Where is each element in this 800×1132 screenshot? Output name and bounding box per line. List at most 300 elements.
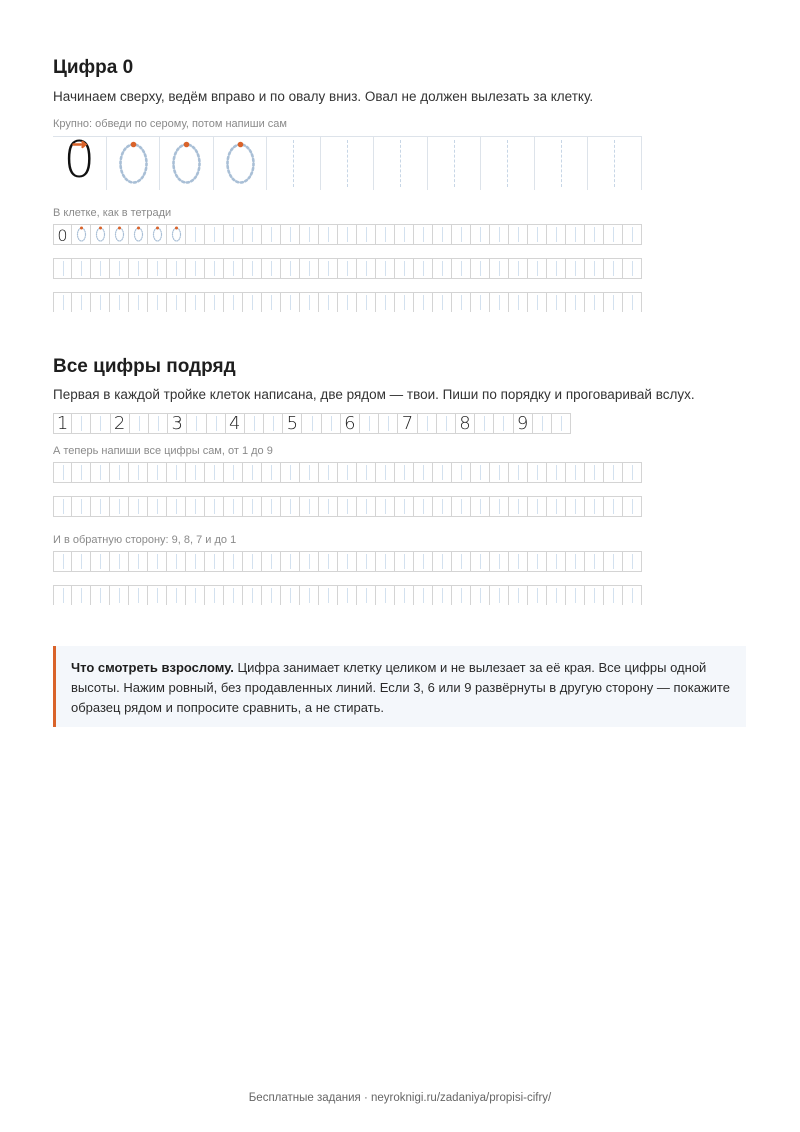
grid-cell[interactable] <box>300 586 319 605</box>
grid-cell[interactable] <box>243 225 262 244</box>
grid-cell[interactable] <box>167 225 186 244</box>
cell-guide <box>347 499 348 514</box>
grid-cell[interactable] <box>395 497 414 516</box>
grid-cell[interactable] <box>452 497 471 516</box>
grid-cell[interactable] <box>623 497 642 516</box>
grid-cell[interactable] <box>490 293 509 312</box>
grid-cell[interactable] <box>110 225 129 244</box>
grid-cell[interactable] <box>110 293 129 312</box>
grid-cell[interactable] <box>91 586 110 605</box>
grid-cell[interactable] <box>414 586 433 605</box>
grid-cell[interactable] <box>357 552 376 571</box>
grid-cell[interactable] <box>72 259 91 278</box>
cell-guide <box>328 227 329 242</box>
cell-guide <box>290 554 291 569</box>
grid-cell[interactable] <box>414 293 433 312</box>
grid-cell[interactable] <box>205 497 224 516</box>
grid-cell[interactable] <box>338 259 357 278</box>
cell-guide <box>328 499 329 514</box>
digit-practice-cell[interactable] <box>302 414 321 433</box>
grid-cell[interactable] <box>167 293 186 312</box>
digit-practice-cell[interactable] <box>494 414 513 433</box>
grid-cell[interactable] <box>186 463 205 482</box>
cell-guide <box>214 261 215 276</box>
sample-digit: 3 <box>171 413 183 434</box>
grid-cell[interactable] <box>604 463 623 482</box>
grid-cell[interactable] <box>376 293 395 312</box>
grid-cell[interactable] <box>471 293 490 312</box>
grid-cell[interactable] <box>53 552 72 571</box>
grid-cell[interactable] <box>585 497 604 516</box>
grid-cell[interactable] <box>186 259 205 278</box>
cell-guide <box>518 588 519 603</box>
grid-cell[interactable] <box>91 293 110 312</box>
cell-guide <box>233 465 234 480</box>
grid-cell[interactable] <box>566 552 585 571</box>
cell-guide <box>404 465 405 480</box>
grid-cell[interactable] <box>72 497 91 516</box>
cell-guide <box>290 295 291 310</box>
grid-cell[interactable] <box>91 259 110 278</box>
grid-cell[interactable] <box>338 497 357 516</box>
grid-cell[interactable] <box>129 586 148 605</box>
grid-cell[interactable] <box>623 586 642 605</box>
grid-cell[interactable] <box>395 259 414 278</box>
grid-cell[interactable] <box>471 463 490 482</box>
cell-guide <box>366 554 367 569</box>
large-cell[interactable] <box>374 137 428 190</box>
grid-cell[interactable] <box>129 463 148 482</box>
grid-cell[interactable] <box>509 463 528 482</box>
grid-cell[interactable] <box>585 225 604 244</box>
grid-cell[interactable] <box>129 497 148 516</box>
digit-practice-cell[interactable] <box>437 414 456 433</box>
grid-cell[interactable] <box>452 225 471 244</box>
grid-cell[interactable] <box>471 497 490 516</box>
grid-cell[interactable] <box>262 586 281 605</box>
grid-cell[interactable] <box>490 225 509 244</box>
cell-guide <box>81 499 82 514</box>
grid-cell[interactable] <box>604 497 623 516</box>
grid-cell[interactable] <box>243 293 262 312</box>
grid-cell[interactable] <box>338 463 357 482</box>
cell-guide <box>252 499 253 514</box>
grid-cell[interactable] <box>433 586 452 605</box>
large-cell[interactable] <box>53 131 107 190</box>
grid-cell[interactable] <box>110 259 129 278</box>
grid-cell[interactable] <box>186 552 205 571</box>
grid-cell[interactable] <box>148 586 167 605</box>
cell-guide <box>542 416 543 431</box>
grid-cell[interactable] <box>452 463 471 482</box>
grid-cell[interactable] <box>357 259 376 278</box>
grid-cell[interactable] <box>319 586 338 605</box>
grid-cell[interactable] <box>319 463 338 482</box>
cell-guide <box>385 499 386 514</box>
grid-cell[interactable] <box>186 293 205 312</box>
digit-practice-cell[interactable] <box>149 414 168 433</box>
section-title-zero: Цифра 0 <box>53 57 134 78</box>
grid-cell[interactable] <box>72 225 91 244</box>
large-cell[interactable] <box>160 137 214 190</box>
grid-cell[interactable] <box>243 463 262 482</box>
grid-cell[interactable] <box>148 552 167 571</box>
grid-cell[interactable] <box>528 225 547 244</box>
cell-guide <box>216 416 217 431</box>
cell-guide <box>100 416 101 431</box>
grid-cell[interactable] <box>319 259 338 278</box>
grid-cell[interactable] <box>91 552 110 571</box>
grid-cell[interactable] <box>604 586 623 605</box>
digit-practice-cell[interactable] <box>130 414 149 433</box>
grid-cell[interactable] <box>376 586 395 605</box>
cell-guide <box>594 227 595 242</box>
grid-cell[interactable] <box>224 463 243 482</box>
grid-cell[interactable] <box>186 497 205 516</box>
grid-cell[interactable] <box>243 497 262 516</box>
grid-cell[interactable] <box>566 225 585 244</box>
grid-cell[interactable] <box>224 293 243 312</box>
cell-guide <box>195 295 196 310</box>
grid-cell[interactable] <box>262 293 281 312</box>
digit-practice-cell[interactable] <box>91 414 110 433</box>
grid-cell[interactable] <box>433 463 452 482</box>
grid-cell[interactable] <box>300 225 319 244</box>
grid-cell[interactable] <box>186 586 205 605</box>
grid-cell[interactable] <box>167 586 186 605</box>
grid-cell[interactable] <box>224 497 243 516</box>
grid-cell[interactable] <box>376 259 395 278</box>
grid-cell[interactable] <box>490 497 509 516</box>
cell-guide <box>423 261 424 276</box>
grid-cell[interactable] <box>110 463 129 482</box>
grid-cell[interactable] <box>585 463 604 482</box>
digit-practice-cell[interactable] <box>475 414 494 433</box>
grid-cell[interactable] <box>300 552 319 571</box>
grid-cell[interactable] <box>547 259 566 278</box>
grid-cell[interactable] <box>281 497 300 516</box>
cell-row-backward <box>53 551 642 572</box>
grid-cell[interactable] <box>547 463 566 482</box>
grid-cell[interactable] <box>262 463 281 482</box>
grid-cell[interactable] <box>205 552 224 571</box>
grid-cell[interactable] <box>547 552 566 571</box>
grid-cell[interactable] <box>585 259 604 278</box>
grid-cell[interactable] <box>528 586 547 605</box>
grid-cell[interactable] <box>243 552 262 571</box>
small-sample-digit: 0 <box>57 226 68 245</box>
digit-practice-cell[interactable] <box>72 414 91 433</box>
grid-cell[interactable] <box>414 552 433 571</box>
grid-cell[interactable] <box>91 225 110 244</box>
grid-cell[interactable] <box>300 463 319 482</box>
large-cell[interactable] <box>535 137 589 190</box>
grid-cell[interactable] <box>604 259 623 278</box>
grid-cell[interactable] <box>148 463 167 482</box>
digit-practice-cell[interactable] <box>264 414 283 433</box>
grid-cell[interactable] <box>224 225 243 244</box>
grid-cell[interactable] <box>167 259 186 278</box>
cell-guide <box>518 499 519 514</box>
cell-guide <box>556 295 557 310</box>
grid-cell[interactable] <box>604 225 623 244</box>
cell-guide <box>81 554 82 569</box>
grid-cell[interactable] <box>72 586 91 605</box>
grid-cell[interactable] <box>471 225 490 244</box>
grid-cell[interactable] <box>91 497 110 516</box>
grid-cell[interactable] <box>186 225 205 244</box>
grid-cell[interactable] <box>528 552 547 571</box>
grid-cell[interactable] <box>547 497 566 516</box>
cell-guide <box>454 140 455 187</box>
grid-cell[interactable] <box>376 497 395 516</box>
large-cell[interactable] <box>321 137 375 190</box>
grid-cell[interactable] <box>243 259 262 278</box>
grid-cell[interactable] <box>471 586 490 605</box>
grid-cell[interactable] <box>205 586 224 605</box>
cell-guide <box>158 416 159 431</box>
cell-guide <box>176 465 177 480</box>
grid-cell[interactable] <box>528 259 547 278</box>
cell-row-forward <box>53 496 642 517</box>
grid-cell[interactable] <box>433 552 452 571</box>
grid-cell[interactable] <box>91 463 110 482</box>
grid-cell[interactable] <box>300 259 319 278</box>
grid-cell[interactable] <box>357 293 376 312</box>
grid-cell[interactable] <box>414 497 433 516</box>
grid-cell[interactable] <box>433 497 452 516</box>
grid-cell[interactable] <box>338 552 357 571</box>
grid-cell[interactable] <box>357 225 376 244</box>
grid-cell[interactable] <box>262 552 281 571</box>
grid-cell[interactable] <box>205 463 224 482</box>
grid-cell[interactable] <box>433 293 452 312</box>
cell-guide <box>271 499 272 514</box>
cell-guide <box>480 554 481 569</box>
digit-practice-cell[interactable] <box>187 414 206 433</box>
cell-guide <box>63 588 64 603</box>
grid-cell[interactable] <box>148 259 167 278</box>
grid-cell[interactable] <box>148 225 167 244</box>
grid-cell[interactable] <box>338 293 357 312</box>
grid-cell[interactable] <box>452 259 471 278</box>
grid-cell[interactable] <box>623 259 642 278</box>
grid-cell[interactable] <box>129 293 148 312</box>
grid-cell[interactable] <box>72 293 91 312</box>
start-point-icon <box>80 227 83 230</box>
start-point-icon <box>137 227 140 230</box>
grid-cell[interactable] <box>566 293 585 312</box>
grid-cell[interactable] <box>148 497 167 516</box>
grid-cell[interactable] <box>395 586 414 605</box>
grid-cell[interactable] <box>376 552 395 571</box>
grid-cell[interactable] <box>167 552 186 571</box>
digit-practice-cell[interactable] <box>360 414 379 433</box>
grid-cell[interactable] <box>281 293 300 312</box>
grid-cell[interactable] <box>471 259 490 278</box>
cell-guide <box>138 295 139 310</box>
large-cell[interactable] <box>107 137 161 190</box>
grid-cell[interactable] <box>262 225 281 244</box>
grid-cell[interactable] <box>319 552 338 571</box>
grid-cell[interactable] <box>129 225 148 244</box>
grid-cell[interactable] <box>281 552 300 571</box>
grid-cell[interactable] <box>452 552 471 571</box>
grid-cell[interactable] <box>110 497 129 516</box>
grid-cell[interactable] <box>224 259 243 278</box>
grid-cell[interactable] <box>72 552 91 571</box>
grid-cell[interactable] <box>604 293 623 312</box>
grid-cell[interactable] <box>53 225 72 244</box>
cell-guide <box>442 295 443 310</box>
grid-cell[interactable] <box>528 463 547 482</box>
grid-cell[interactable] <box>566 586 585 605</box>
grid-cell[interactable] <box>376 225 395 244</box>
grid-cell[interactable] <box>319 497 338 516</box>
grid-cell[interactable] <box>490 586 509 605</box>
grid-cell[interactable] <box>395 293 414 312</box>
digit-practice-cell[interactable] <box>533 414 552 433</box>
grid-cell[interactable] <box>281 259 300 278</box>
grid-cell[interactable] <box>53 586 72 605</box>
grid-cell[interactable] <box>262 259 281 278</box>
grid-cell[interactable] <box>604 552 623 571</box>
cell-guide <box>507 140 508 187</box>
grid-cell[interactable] <box>395 225 414 244</box>
grid-cell[interactable] <box>224 586 243 605</box>
grid-cell[interactable] <box>414 463 433 482</box>
grid-cell[interactable] <box>300 293 319 312</box>
cell-guide <box>499 588 500 603</box>
grid-cell[interactable] <box>205 293 224 312</box>
grid-cell[interactable] <box>319 225 338 244</box>
digit-sample-cell <box>283 414 302 433</box>
grid-cell[interactable] <box>490 463 509 482</box>
cell-guide <box>309 588 310 603</box>
grid-cell[interactable] <box>547 225 566 244</box>
cell-guide <box>233 261 234 276</box>
grid-cell[interactable] <box>243 586 262 605</box>
cell-guide <box>613 554 614 569</box>
grid-cell[interactable] <box>338 586 357 605</box>
grid-cell[interactable] <box>300 497 319 516</box>
grid-cell[interactable] <box>129 259 148 278</box>
grid-cell[interactable] <box>585 552 604 571</box>
grid-cell[interactable] <box>357 463 376 482</box>
grid-cell[interactable] <box>452 586 471 605</box>
grid-cell[interactable] <box>623 225 642 244</box>
grid-cell[interactable] <box>414 225 433 244</box>
digit-practice-cell[interactable] <box>552 414 571 433</box>
grid-cell[interactable] <box>281 463 300 482</box>
large-cell[interactable] <box>588 137 642 190</box>
grid-cell[interactable] <box>395 552 414 571</box>
grid-cell[interactable] <box>53 293 72 312</box>
grid-cell[interactable] <box>566 259 585 278</box>
grid-cell[interactable] <box>167 463 186 482</box>
grid-cell[interactable] <box>357 497 376 516</box>
grid-cell[interactable] <box>433 225 452 244</box>
grid-cell[interactable] <box>262 497 281 516</box>
grid-cell[interactable] <box>566 463 585 482</box>
grid-cell[interactable] <box>490 259 509 278</box>
grid-cell[interactable] <box>205 259 224 278</box>
grid-cell[interactable] <box>110 586 129 605</box>
large-cell[interactable] <box>428 137 482 190</box>
grid-cell[interactable] <box>53 497 72 516</box>
large-cell[interactable] <box>267 137 321 190</box>
grid-cell[interactable] <box>319 293 338 312</box>
grid-cell[interactable] <box>509 497 528 516</box>
grid-cell[interactable] <box>338 225 357 244</box>
grid-cell[interactable] <box>281 586 300 605</box>
cell-guide <box>442 465 443 480</box>
grid-cell[interactable] <box>585 293 604 312</box>
digit-practice-cell[interactable] <box>207 414 226 433</box>
cell-guide <box>293 140 294 187</box>
grid-cell[interactable] <box>623 463 642 482</box>
grid-cell[interactable] <box>148 293 167 312</box>
grid-cell[interactable] <box>509 225 528 244</box>
grid-cell[interactable] <box>53 463 72 482</box>
grid-cell[interactable] <box>509 552 528 571</box>
cell-guide <box>499 465 500 480</box>
grid-cell[interactable] <box>566 497 585 516</box>
grid-cell[interactable] <box>414 259 433 278</box>
grid-cell[interactable] <box>528 497 547 516</box>
cell-guide <box>461 295 462 310</box>
grid-cell[interactable] <box>224 552 243 571</box>
digit-practice-cell[interactable] <box>379 414 398 433</box>
grid-cell[interactable] <box>528 293 547 312</box>
cell-guide <box>480 588 481 603</box>
digit-practice-cell[interactable] <box>418 414 437 433</box>
grid-cell[interactable] <box>433 259 452 278</box>
grid-cell[interactable] <box>471 552 490 571</box>
cell-guide <box>575 554 576 569</box>
grid-cell[interactable] <box>72 463 91 482</box>
grid-cell[interactable] <box>509 586 528 605</box>
grid-cell[interactable] <box>490 552 509 571</box>
grid-cell[interactable] <box>623 552 642 571</box>
start-point-icon <box>156 227 159 230</box>
grid-cell[interactable] <box>129 552 148 571</box>
cell-guide <box>594 588 595 603</box>
grid-cell[interactable] <box>357 586 376 605</box>
digit-practice-cell[interactable] <box>245 414 264 433</box>
grid-cell[interactable] <box>509 259 528 278</box>
grid-cell[interactable] <box>167 497 186 516</box>
grid-cell[interactable] <box>376 463 395 482</box>
digit-practice-cell[interactable] <box>322 414 341 433</box>
grid-cell[interactable] <box>585 586 604 605</box>
large-cell[interactable] <box>214 137 268 190</box>
grid-cell[interactable] <box>53 259 72 278</box>
grid-cell[interactable] <box>110 552 129 571</box>
grid-cell[interactable] <box>547 586 566 605</box>
cell-guide <box>233 295 234 310</box>
grid-cell[interactable] <box>547 293 566 312</box>
large-cell[interactable] <box>481 137 535 190</box>
grid-cell[interactable] <box>281 225 300 244</box>
grid-cell[interactable] <box>452 293 471 312</box>
cell-guide <box>195 261 196 276</box>
grid-cell[interactable] <box>509 293 528 312</box>
grid-cell[interactable] <box>395 463 414 482</box>
grid-cell[interactable] <box>623 293 642 312</box>
sample-digit: 9 <box>516 413 529 434</box>
grid-cell[interactable] <box>205 225 224 244</box>
